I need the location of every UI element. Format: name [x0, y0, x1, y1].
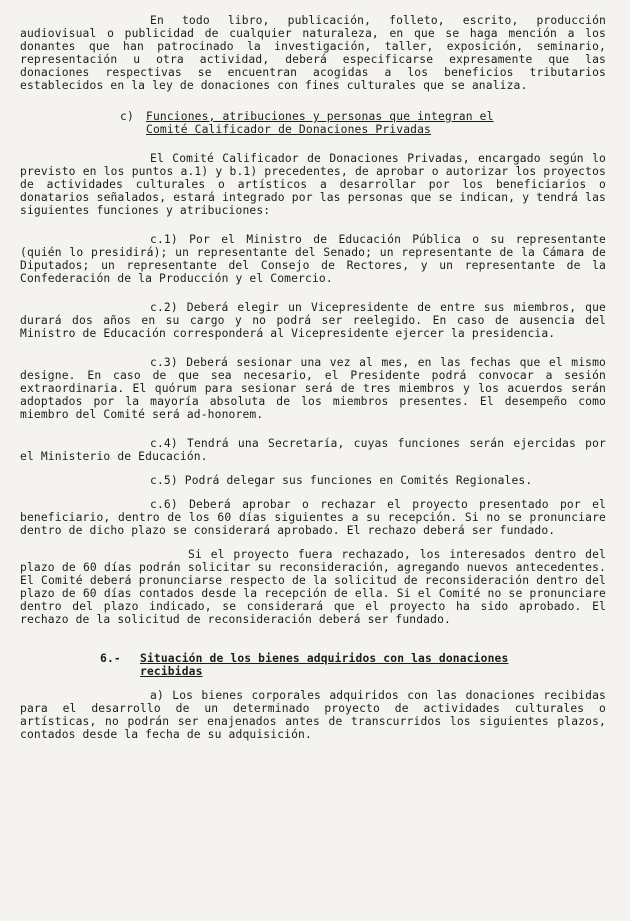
item-c4: c.4) Tendrá una Secretaría, cuyas funciones serán ejercidas por el Ministerio de Educación. — [20, 437, 606, 463]
paragraph-committee-intro: El Comité Calificador de Donaciones Privadas, encargado según lo previsto en los puntos a.1) y b.1) precedentes, de aprobar o autorizar los proyectos de actividades culturales o artísticos a desarrollar por los beneficiarios o donatarios señalados, estará integrado por las personas que se indican, y tendrá las siguientes funciones y atribuciones: — [20, 152, 606, 217]
item-c3: c.3) Deberá sesionar una vez al mes, en las fechas que el mismo designe. En caso de que sea necesario, el Presidente podrá convocar a sesión extraordinaria. El quórum para sesionar será de tres miembros y los acuerdos serán adoptados por la mayoría absoluta de los miembros presentes. El desempeño como miembro del Comité será ad-honorem. — [20, 356, 606, 421]
section-6-title-line1: Situación de los bienes adquiridos con las donaciones — [140, 652, 509, 665]
item-a-goods: a) Los bienes corporales adquiridos con las donaciones recibidas para el desarrollo de un determinado proyecto de actividades culturales o artísticas, no podrán ser enajenados antes de transcurridos los siguientes plazos, contados desde la fecha de su adquisición. — [20, 689, 606, 741]
item-c6-reconsideration: Si el proyecto fuera rechazado, los interesados dentro del plazo de 60 días podrán solicitar su reconsideración, agregando nuevos antecedentes. El Comité deberá pronunciarse respecto de la solicitud de reconsideración dentro del plazo de 60 días contados desde la recepción de ella. Si el Comité no se pronunciare dentro del plazo indicado, se considerará que el proyecto ha sido aprobado. El rechazo de la solicitud de reconsideración deberá ser fundado. — [20, 548, 606, 626]
section-c-label: c) — [120, 110, 134, 123]
item-c1: c.1) Por el Ministro de Educación Pública o su representante (quién lo presidirá); un representante del Senado; un representante de la Cámara de Diputados; un representante del Consejo de Rectores, y un representante de la Confederación de la Producción y el Comercio. — [20, 233, 606, 285]
section-c-heading — [20, 110, 606, 136]
section-6-heading — [20, 652, 606, 678]
section-c-title-line2: Comité Calificador de Donaciones Privadas — [146, 123, 432, 136]
paragraph-donor-mention: En todo libro, publicación, folleto, escrito, producción audiovisual o publicidad de cualquier naturaleza, en que se haga mención a los donantes que han patrocinado la investigación, taller, exposición, seminario, representación u otra actividad, deberá especificarse expresamente que las donaciones respectivas se encuentran acogidas a los beneficios tributarios establecidos en la ley de donaciones con fines culturales que se analiza. — [20, 14, 606, 92]
section-6-number: 6.- — [100, 652, 121, 665]
section-6-title-line2: recibidas — [140, 665, 203, 678]
item-c2: c.2) Deberá elegir un Vicepresidente de entre sus miembros, que durará dos años en su cargo y no podrá ser reelegido. En caso de ausencia del Ministro de Educación corresponderá al Vicepresidente ejercer la presidencia. — [20, 301, 606, 340]
item-c6: c.6) Deberá aprobar o rechazar el proyecto presentado por el beneficiario, dentro de los 60 días siguientes a su recepción. Si no se pronunciare dentro de dicho plazo se considerará aprobado. El rechazo deberá ser fundado. — [20, 498, 606, 537]
item-c5: c.5) Podrá delegar sus funciones en Comités Regionales. — [150, 474, 533, 487]
section-c-title-line1: Funciones, atribuciones y personas que integran el — [146, 110, 494, 123]
